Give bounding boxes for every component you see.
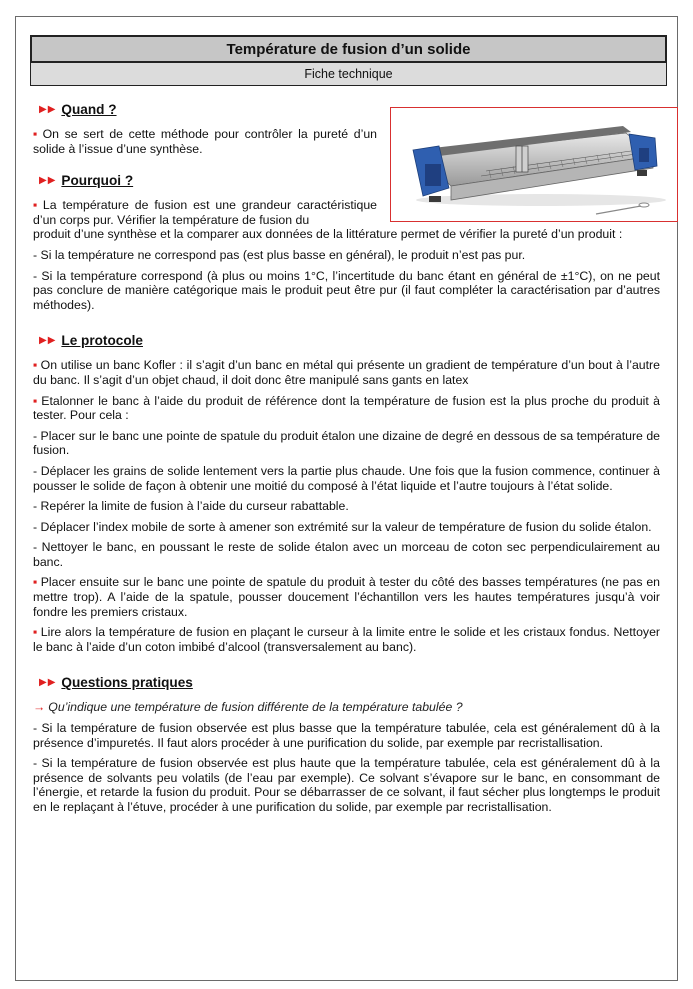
double-red-arrow-icon: ▶▶ [39,174,57,186]
red-square-bullet-icon: ▪ [33,625,38,640]
paragraph-pourquoi-1b: produit d’une synthèse et la comparer aux données de la littérature permet de vérifier la pureté d’un produit : [33,227,623,242]
paragraph-pourquoi-2: - Si la température ne correspond pas (est plus basse en général), le produit n’est pas pur. [33,247,526,262]
double-red-arrow-icon: ▶▶ [39,677,57,689]
red-square-bullet-icon: ▪ [33,575,38,590]
paragraph-protocole-5: - Repérer la limite de fusion à l’aide du curseur rabattable. [33,499,349,514]
paragraph-questions-2: - Si la température de fusion observée est plus haute que la température tabulée, cela est généralement dû à la présence de solvants peu volatils (de l’eau par exemple). Ce solvant s’évapore sur le banc, en consommant de l’énergie, et retarde la fusion du produit. Pour se débarrasser de ce solvant, il faut sécher plus longtemps le produit en le replaçant à l’étuve, procéder à une purification du solide, par exemple par recristallisation. [33,756,660,814]
paragraph-protocole-4: - Déplacer les grains de solide lentement vers la partie plus chaude. Une fois que la fusion commence, continuer à pousser le solide de façon à obtenir une moitié du composé à l’état liquide et l’autre toujours à l’état solide. [33,463,660,493]
paragraph-protocole-9: ▪ Lire alors la température de fusion en plaçant le curseur à la limite entre le solide et les cristaux fondus. Nettoyer le banc à l’aide d’un coton imbibé d’alcool (transversalement au banc). [33,625,661,654]
section-heading-protocole: ▶▶ Le protocole [39,333,143,349]
red-square-bullet-icon: ▪ [33,358,38,373]
red-square-bullet-icon: ▪ [33,393,39,408]
paragraph-pourquoi-3: - Si la température correspond (à plus ou moins 1°C, l’incertitude du banc étant en général de ±1°C), on ne peut pas conclure de manière catégorique mais le produit peut être pur (il faut compléter la caractérisation par d’autres méthodes). [33,268,660,312]
double-red-arrow-icon: ▶▶ [39,335,57,347]
section-heading-questions: ▶▶ Questions pratiques [39,675,193,691]
paragraph-pourquoi-1a: ▪ La température de fusion est une grandeur caractéristique d’un corps pur. Vérifier la température de fusion du [33,198,378,227]
red-square-bullet-icon: ▪ [33,127,40,141]
page-subtitle: Fiche technique [30,63,667,86]
paragraph-protocole-7: - Nettoyer le banc, en poussant le reste de solide étalon avec un morceau de coton sec perpendiculairement au banc. [33,540,660,569]
section-heading-quand: ▶▶ Quand ? [39,101,117,117]
section-heading-pourquoi: ▶▶ Pourquoi ? [39,172,134,188]
paragraph-questions-1: - Si la température de fusion observée est plus basse que la température tabulée, cela est généralement dû à la présence d’impuretés. Il faut alors procéder à une purification du solide, par exemple par recristallisation. [33,721,660,750]
red-arrow-icon: → [33,700,46,715]
paragraph-protocole-8: ▪ Placer ensuite sur le banc une pointe de spatule du produit à tester du côté des basses températures (ne pas en mettre trop). A l’aide de la spatule, pousser doucement l’échantillon vers les hautes températures jusqu’à voir fondre les premiers cristaux. [33,575,661,619]
paragraph-quand: ▪ On se sert de cette méthode pour contrôler la pureté d’un solide à l’issue d’une synthèse. [33,127,378,156]
paragraph-protocole-3: - Placer sur le banc une pointe de spatule du produit étalon une dizaine de degré en dessous de sa température de fusion. [33,428,660,458]
paragraph-protocole-6: - Déplacer l’index mobile de sorte à amener son extrémité sur la valeur de température de fusion du solide étalon. [33,519,652,534]
document-body [33,101,660,821]
double-red-arrow-icon: ▶▶ [39,103,57,115]
paragraph-protocole-1: ▪ On utilise un banc Kofler : il s’agit d’un banc en métal qui présente un gradient de température d’un bout à l’autre du banc. Il s’agit d’un objet chaud, il doit donc être manipulé sans gants en latex [33,358,660,387]
page-title: Température de fusion d’un solide [30,35,667,63]
paragraph-protocole-2: ▪ Etalonner le banc à l’aide du produit de référence dont la température de fusion est la plus proche du produit à tester. Pour cela : [33,393,660,423]
red-square-bullet-icon: ▪ [33,198,40,213]
question-line: → Qu’indique une température de fusion différente de la température tabulée ? [33,700,463,715]
